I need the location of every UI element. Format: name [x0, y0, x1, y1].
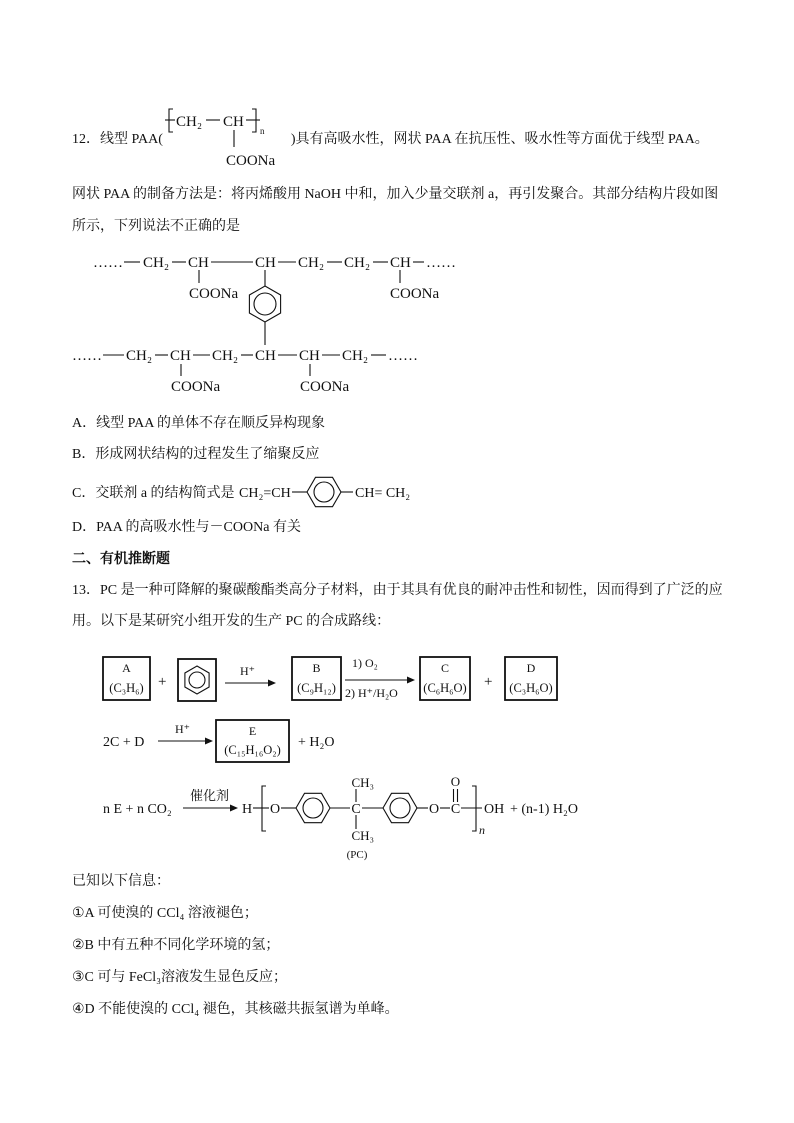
right-bracket: [472, 786, 476, 831]
pc-oxygen: O: [429, 802, 440, 817]
compound-d-label: D: [526, 661, 536, 675]
row3-byproduct: + (n-1) H₂O: [510, 802, 578, 817]
linear-paa-structure: [163, 103, 291, 173]
coona-group: COONa: [300, 379, 350, 395]
ch2-group: CH₂: [126, 348, 153, 364]
benzene-ring: [296, 793, 330, 822]
pc-oxygen: O: [270, 802, 281, 817]
q12-method-line-1: 网状 PAA 的制备方法是：将丙烯酸用 NaOH 中和，加入少量交联剂 a，再引发聚合。其部分结构片段如图: [72, 187, 719, 202]
compound-c-label: C: [440, 661, 450, 675]
pc-caption: (PC): [346, 849, 368, 861]
pc-methyl-top: CH₃: [351, 775, 375, 790]
compound-b-label: B: [312, 661, 321, 675]
pc-quaternary-carbon: C: [351, 802, 361, 817]
crosslinker-right-group: CH= CH₂: [354, 486, 410, 501]
polymer-side-group: COONa: [225, 153, 276, 169]
crosslinker-left-group: CH₂=CH: [238, 486, 291, 501]
known-info-item: ②B 中有五种不同化学环境的氢；: [72, 938, 280, 953]
known-info-title: 已知以下信息：: [72, 874, 170, 889]
pc-end-h: H: [242, 802, 253, 817]
q12-header-prefix: 12．线型 PAA(: [72, 132, 163, 147]
row2-byproduct: + H₂O: [298, 735, 335, 750]
known-info-item: ①A 可使溴的 CCl₄ 溶液褪色；: [72, 906, 258, 921]
q13-line-1: 13．PC 是一种可降解的聚碳酸酯类高分子材料，由于其具有优良的耐冲击性和韧性，因而得到了广泛的应: [72, 583, 723, 598]
coona-group: COONa: [189, 286, 239, 302]
synthesis-route-row-1: [103, 656, 557, 701]
plus-sign: +: [158, 674, 167, 690]
row3-reactants: n E + n CO₂: [103, 802, 172, 817]
benzene-ring: [383, 793, 417, 822]
option-c: [72, 475, 417, 509]
acid-catalyst-label: H⁺: [240, 664, 255, 678]
compound-d-box: [505, 657, 557, 700]
benzene-ring-circle: [189, 672, 205, 688]
network-paa-fragment: [72, 255, 456, 395]
chain-ellipsis: ……: [388, 348, 418, 364]
polymer-ch: CH: [222, 114, 244, 130]
ch2-group: CH₂: [143, 255, 170, 271]
q12-header-line: [72, 103, 709, 173]
plus-sign: +: [484, 674, 493, 690]
ch-group: CH: [170, 348, 191, 364]
ch-group: CH: [188, 255, 209, 271]
option-c-text: C．交联剂 a 的结构简式是: [72, 486, 235, 501]
benzene-ring-circle: [303, 798, 323, 818]
catalyst-label: 催化剂: [190, 788, 230, 803]
compound-c-box: [420, 657, 470, 700]
arrowhead: [268, 680, 276, 687]
compound-c-formula: (C₆H₆O): [423, 681, 467, 695]
known-info-item: ③C 可与 FeCl₃溶液发生显色反应；: [72, 970, 287, 985]
compound-b-box: [292, 657, 341, 700]
compound-a-formula: (C₃H₆): [109, 681, 144, 695]
q12-method-line-2: 所示，下列说法不正确的是: [72, 219, 240, 234]
known-info-item: ④D 不能使溴的 CCl₄ 褪色，其核磁共振氢谱为单峰。: [72, 1002, 399, 1017]
synthesis-route-row-2: [103, 720, 335, 762]
ch2-group: CH₂: [344, 255, 371, 271]
q13-line-2: 用。以下是某研究小组开发的生产 PC 的合成路线：: [72, 614, 391, 629]
q12-header-suffix: )具有高吸水性，网状 PAA 在抗压性、吸水性等方面优于线型 PAA。: [290, 132, 709, 147]
repeat-subscript: n: [479, 823, 485, 837]
compound-d-formula: (C₃H₆O): [509, 681, 553, 695]
benzene-box: [178, 659, 216, 701]
acid-catalyst-label: H⁺: [175, 722, 190, 736]
arrowhead: [230, 805, 238, 812]
reagent-step-1: 1) O₂: [352, 656, 378, 670]
chain-ellipsis: ……: [72, 348, 102, 364]
compound-b-formula: (C₉H₁₂): [297, 681, 336, 695]
compound-e-label: E: [248, 724, 257, 738]
ch-group: CH: [255, 255, 276, 271]
benzene-ring-circle: [314, 482, 334, 502]
benzene-ring: [185, 666, 209, 694]
option-b: B．形成网状结构的过程发生了缩聚反应: [72, 447, 320, 462]
compound-e-box: [216, 720, 289, 762]
polymer-ch2: CH₂: [175, 114, 202, 130]
chain-ellipsis: ……: [426, 255, 456, 271]
option-d: D．PAA 的高吸水性与－COONa 有关: [72, 520, 301, 535]
arrowhead: [407, 677, 415, 684]
benzene-ring-circle: [390, 798, 410, 818]
pc-end-oh: OH: [484, 802, 505, 817]
reagent-step-2: 2) H⁺/H₂O: [345, 686, 398, 700]
ch2-group: CH₂: [212, 348, 239, 364]
option-a: A．线型 PAA 的单体不存在顺反异构现象: [72, 416, 326, 431]
section-title: 二、有机推断题: [72, 552, 170, 567]
chain-ellipsis: ……: [93, 255, 123, 271]
synthesis-route-row-3: [103, 774, 578, 861]
benzene-ring-circle: [254, 293, 276, 315]
ch2-group: CH₂: [342, 348, 369, 364]
row2-reactants: 2C + D: [103, 735, 145, 750]
pc-methyl-bottom: CH₃: [351, 828, 375, 843]
ch2-group: CH₂: [298, 255, 325, 271]
compound-a-label: A: [122, 661, 131, 675]
compound-a-box: [103, 657, 150, 700]
benzene-ring: [249, 286, 280, 322]
coona-group: COONa: [390, 286, 440, 302]
repeat-subscript: n: [259, 126, 265, 136]
pc-carbonyl-oxygen: O: [450, 774, 461, 789]
left-bracket: [262, 786, 266, 831]
ch-group: CH: [390, 255, 411, 271]
coona-group: COONa: [171, 379, 221, 395]
arrowhead: [205, 738, 213, 745]
crosslinker-structure: [239, 475, 417, 509]
ch-group: CH: [299, 348, 320, 364]
compound-e-formula: (C₁₅H₁₆O₂): [224, 743, 281, 757]
pc-carbonyl-carbon: C: [450, 802, 461, 817]
ch-group: CH: [255, 348, 276, 364]
